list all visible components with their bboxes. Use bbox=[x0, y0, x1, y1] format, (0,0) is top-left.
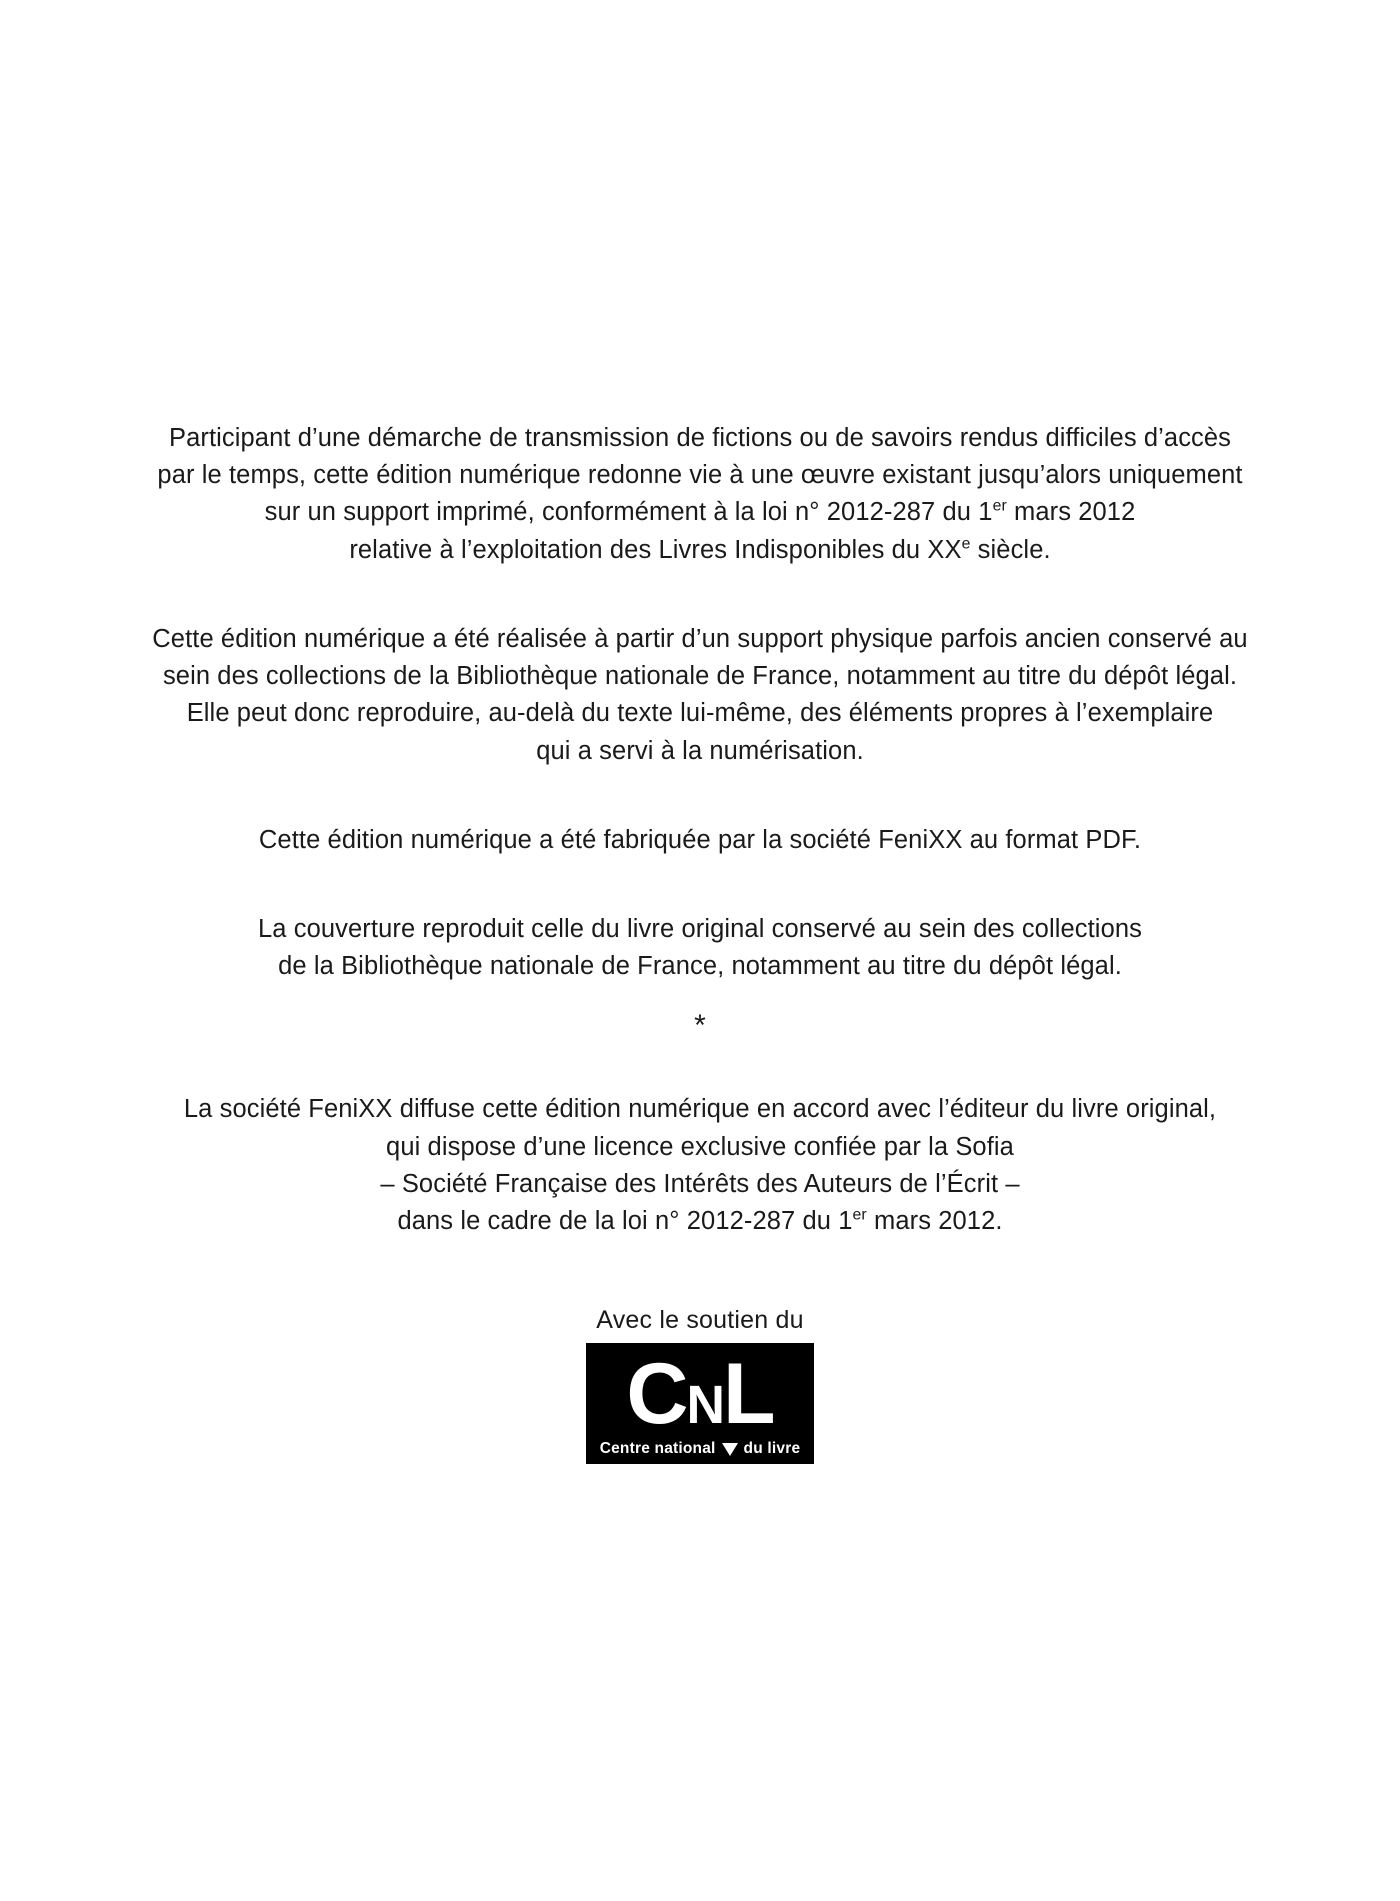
cnl-logo-subtitle bbox=[600, 1441, 801, 1457]
ordinal-suffix: er bbox=[852, 1206, 867, 1224]
paragraph-fabrication bbox=[120, 822, 1280, 859]
paragraph-line bbox=[349, 536, 1050, 564]
paragraph-diffusion bbox=[120, 1091, 1280, 1240]
paragraph-line: Cette édition numérique a été réalisée à partir d’un support physique parfois ancien conservé au bbox=[152, 624, 1248, 653]
paragraph-line: – Société Française des Intérêts des Auteurs de l’Écrit – bbox=[380, 1169, 1020, 1198]
paragraph-line: Participant d’une démarche de transmission de fictions ou de savoirs rendus difficiles d’accès bbox=[168, 424, 1232, 452]
paragraph-line bbox=[397, 1207, 1002, 1235]
cnl-letter-c: C bbox=[626, 1346, 687, 1443]
cnl-subtitle-left: Centre national bbox=[599, 1439, 716, 1457]
paragraph-line: qui a servi à la numérisation. bbox=[536, 736, 864, 765]
cnl-letter-n: N bbox=[686, 1376, 724, 1436]
paragraph-line-text: relative à l’exploitation des Livres Indisponibles du XX bbox=[349, 535, 962, 564]
paragraph-line-text: mars 2012 bbox=[1006, 498, 1136, 527]
paragraph-line-text: sur un support imprimé, conformément à la loi n° 2012-287 du 1 bbox=[264, 498, 993, 527]
cnl-subtitle-right: du livre bbox=[743, 1439, 801, 1457]
paragraph-line: qui dispose d’une licence exclusive confiée par la Sofia bbox=[386, 1132, 1014, 1161]
support-label: Avec le soutien du bbox=[596, 1306, 804, 1335]
legal-notice-content bbox=[0, 420, 1400, 1464]
paragraph-line-text: dans le cadre de la loi n° 2012-287 du 1 bbox=[397, 1207, 853, 1236]
paragraph-line: La société FeniXX diffuse cette édition numérique en accord avec l’éditeur du livre original, bbox=[183, 1095, 1217, 1124]
paragraph-couverture bbox=[120, 911, 1280, 985]
paragraph-line bbox=[265, 498, 1136, 526]
paragraph-line: par le temps, cette édition numérique redonne vie à une œuvre existant jusqu’alors uniquement bbox=[157, 461, 1243, 490]
cnl-logo bbox=[586, 1343, 815, 1464]
ordinal-suffix: er bbox=[992, 497, 1007, 515]
paragraph-support-physique bbox=[120, 621, 1280, 770]
cnl-logo-letters bbox=[600, 1346, 801, 1443]
paragraph-transmission bbox=[120, 420, 1280, 569]
paragraph-line: de la Bibliothèque nationale de France, notamment au titre du dépôt légal. bbox=[278, 952, 1122, 981]
paragraph-line: Elle peut donc reproduire, au-delà du texte lui-même, des éléments propres à l’exemplaire bbox=[186, 699, 1214, 728]
cnl-tick-icon bbox=[722, 1443, 738, 1456]
paragraph-line: Cette édition numérique a été fabriquée par la société FeniXX au format PDF. bbox=[258, 825, 1142, 854]
section-separator-asterisk: * bbox=[694, 1009, 706, 1043]
ordinal-suffix: e bbox=[961, 535, 971, 553]
cnl-letter-l: L bbox=[723, 1346, 774, 1443]
support-section bbox=[120, 1306, 1280, 1464]
paragraph-line: La couverture reproduit celle du livre original conservé au sein des collections bbox=[258, 914, 1142, 943]
paragraph-line: sein des collections de la Bibliothèque nationale de France, notamment au titre du dépôt légal. bbox=[162, 662, 1238, 691]
paragraph-line-text: siècle. bbox=[970, 535, 1051, 564]
paragraph-line-text: mars 2012. bbox=[866, 1207, 1003, 1236]
